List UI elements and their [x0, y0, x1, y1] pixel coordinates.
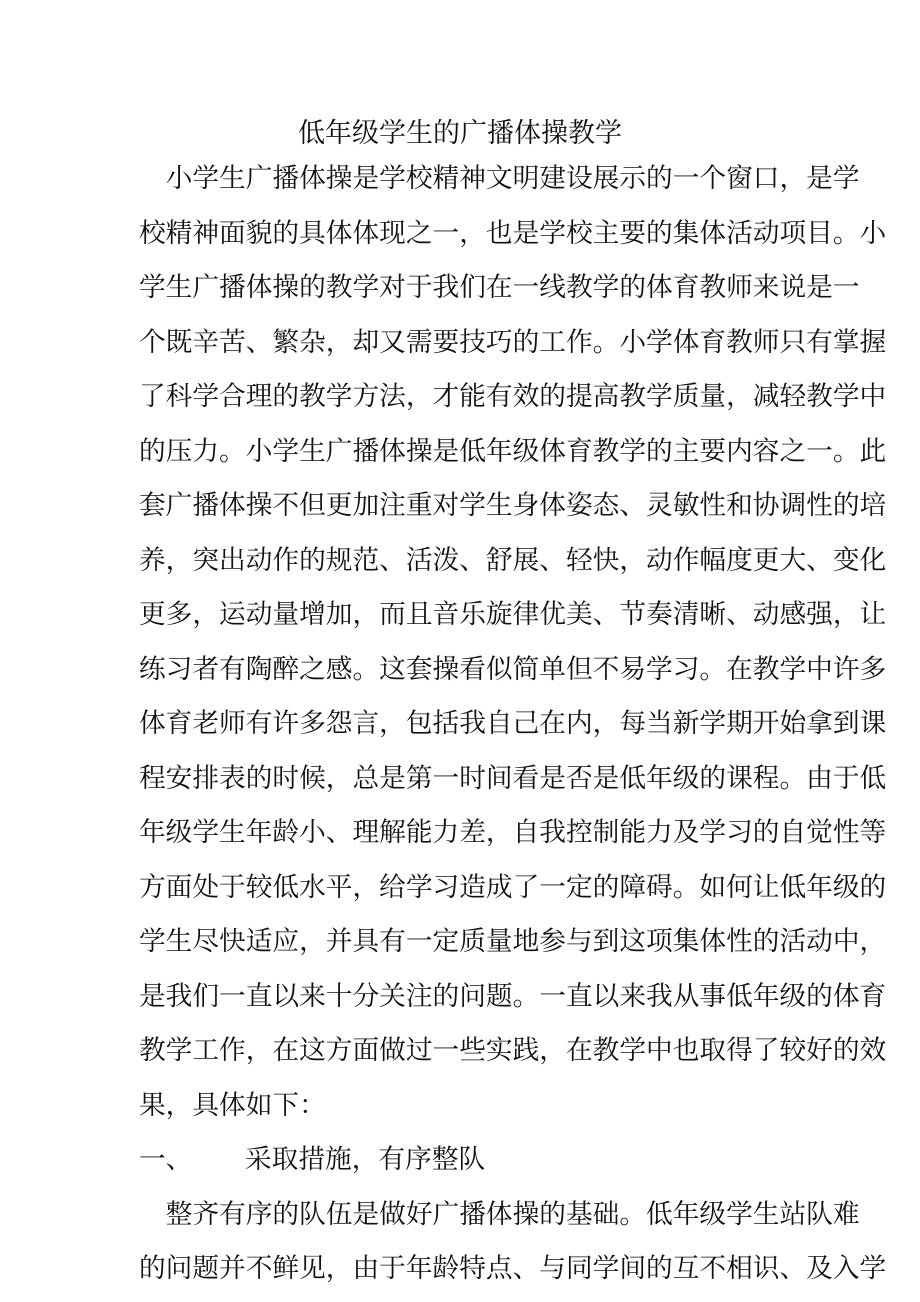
- text-line: 套广播体操不但更加注重对学生身体姿态、灵敏性和协调性的培: [139, 490, 887, 521]
- text-line: 方面处于较低水平，给学习造成了一定的障碍。如何让低年级的: [139, 872, 887, 903]
- section-number: 一、: [139, 1144, 193, 1175]
- text-line: 小学生广播体操是学校精神文明建设展示的一个窗口，是学: [139, 163, 860, 194]
- text-line: 练习者有陶醉之感。这套操看似简单但不易学习。在教学中许多: [139, 654, 887, 685]
- section-title: 采取措施，有序整队: [245, 1144, 486, 1175]
- text-line: 校精神面貌的具体体现之一，也是学校主要的集体活动项目。小: [139, 218, 887, 249]
- text-line: 个既辛苦、繁杂，却又需要技巧的工作。小学体育教师只有掌握: [139, 327, 887, 358]
- text-line: 程安排表的时候，总是第一时间看是否是低年级的课程。由于低: [139, 763, 887, 794]
- text-line: 养，突出动作的规范、活泼、舒展、轻快，动作幅度更大、变化: [139, 545, 887, 576]
- text-line: 学生广播体操的教学对于我们在一线教学的体育教师来说是一: [139, 272, 860, 303]
- text-line: 了科学合理的教学方法，才能有效的提高教学质量，减轻教学中: [139, 381, 887, 412]
- text-line: 教学工作，在这方面做过一些实践，在教学中也取得了较好的效: [139, 1035, 887, 1066]
- text-line: 学生尽快适应，并具有一定质量地参与到这项集体性的活动中，: [139, 926, 887, 957]
- document-title: 低年级学生的广播体操教学: [298, 118, 622, 149]
- text-line: 的压力。小学生广播体操是低年级体育教学的主要内容之一。此: [139, 436, 887, 467]
- text-line: 果，具体如下：: [139, 1090, 326, 1121]
- text-line: 整齐有序的队伍是做好广播体操的基础。低年级学生站队难: [139, 1199, 860, 1230]
- text-line: 是我们一直以来十分关注的问题。一直以来我从事低年级的体育: [139, 981, 887, 1012]
- text-line: 的问题并不鲜见，由于年龄特点、与同学间的互不相识、及入学: [139, 1253, 887, 1284]
- text-line: 年级学生年龄小、理解能力差，自我控制能力及学习的自觉性等: [139, 817, 887, 848]
- text-line: 更多，运动量增加，而且音乐旋律优美、节奏清晰、动感强，让: [139, 599, 887, 630]
- text-line: 体育老师有许多怨言，包括我自己在内，每当新学期开始拿到课: [139, 708, 887, 739]
